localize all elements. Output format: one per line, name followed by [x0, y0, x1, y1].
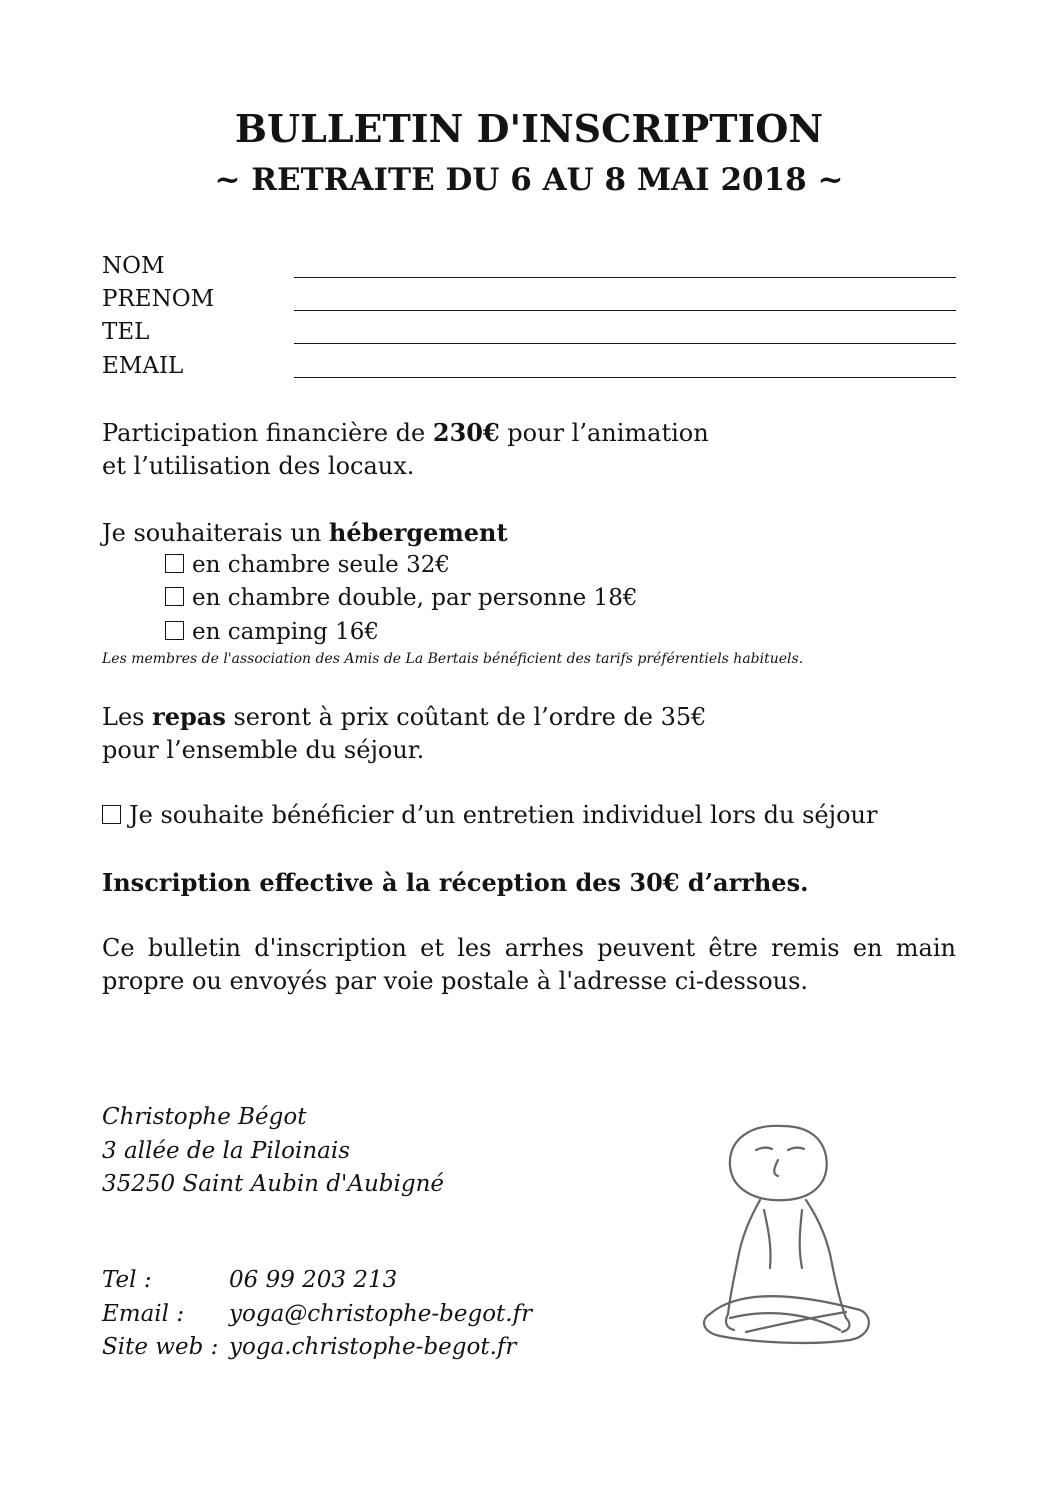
field-label-email: EMAIL — [102, 353, 184, 379]
field-label-nom: NOM — [102, 253, 165, 279]
participation-text-suffix: pour l’animation — [499, 419, 709, 447]
fill-line-prenom[interactable] — [294, 310, 956, 311]
participation-text-line2: et l’utilisation des locaux. — [102, 452, 415, 480]
repas-keyword: repas — [152, 702, 226, 731]
repas-text-suffix: seront à prix coûtant de l’ordre de 35€ — [225, 703, 707, 731]
option-entretien[interactable] — [102, 799, 877, 832]
fill-line-tel[interactable] — [294, 343, 956, 344]
address-name: Christophe Bégot — [102, 1104, 307, 1130]
tarifs-note: Les membres de l'association des Amis de La Bertais bénéficient des tarifs préférentiels habituels. — [102, 651, 804, 667]
inscription-notice: Inscription effective à la réception des 30€ d’arrhes. — [102, 868, 809, 897]
page-subtitle: ~ RETRAITE DU 6 AU 8 MAI 2018 ~ — [214, 162, 844, 198]
contact-site-value[interactable]: yoga.christophe-begot.fr — [229, 1334, 517, 1360]
entretien-label: Je souhaite bénéficier d’un entretien individuel lors du séjour — [129, 801, 878, 829]
fill-line-nom[interactable] — [294, 277, 956, 278]
repas-text-line2: pour l’ensemble du séjour. — [102, 736, 425, 764]
form-field-tel[interactable] — [102, 317, 956, 351]
meditating-figure-icon — [690, 1118, 875, 1348]
contact-tel-label: Tel : — [102, 1267, 152, 1293]
remise-paragraph: Ce bulletin d'inscription et les arrhes peuvent être remis en main propre ou envoyés par voie postale à l'adresse ci-dessous. — [102, 934, 956, 995]
option-label: en chambre double, par personne 18€ — [192, 585, 638, 611]
checkbox-icon[interactable] — [102, 805, 121, 824]
option-camping[interactable] — [165, 616, 379, 648]
contact-email-value[interactable]: yoga@christophe-begot.fr — [229, 1301, 533, 1327]
hebergement-intro — [102, 516, 508, 550]
participation-amount: 230€ — [432, 418, 500, 447]
contact-site-label: Site web : — [102, 1334, 219, 1360]
field-label-tel: TEL — [102, 319, 150, 345]
address-city: 35250 Saint Aubin d'Aubigné — [102, 1171, 444, 1197]
hebergement-intro-text: Je souhaiterais un — [102, 519, 329, 547]
repas-paragraph — [102, 700, 706, 767]
form-field-nom[interactable] — [102, 251, 956, 285]
page-title: BULLETIN D'INSCRIPTION — [234, 106, 824, 151]
fill-line-email[interactable] — [294, 377, 956, 378]
checkbox-icon[interactable] — [165, 587, 184, 606]
form-field-email[interactable] — [102, 351, 956, 385]
participation-text: Participation financière de — [102, 419, 433, 447]
option-chambre-double[interactable] — [165, 582, 637, 614]
option-label: en camping 16€ — [192, 619, 379, 645]
address-street: 3 allée de la Piloinais — [102, 1138, 351, 1164]
participation-paragraph — [102, 416, 709, 483]
field-label-prenom: PRENOM — [102, 286, 215, 312]
contact-email-label: Email : — [102, 1301, 185, 1327]
checkbox-icon[interactable] — [165, 621, 184, 640]
form-field-prenom[interactable] — [102, 284, 956, 318]
option-chambre-seule[interactable] — [165, 549, 450, 581]
repas-text-prefix: Les — [102, 703, 153, 731]
contact-tel-value: 06 99 203 213 — [229, 1267, 398, 1293]
checkbox-icon[interactable] — [165, 554, 184, 573]
option-label: en chambre seule 32€ — [192, 552, 450, 578]
hebergement-keyword: hébergement — [328, 518, 508, 547]
